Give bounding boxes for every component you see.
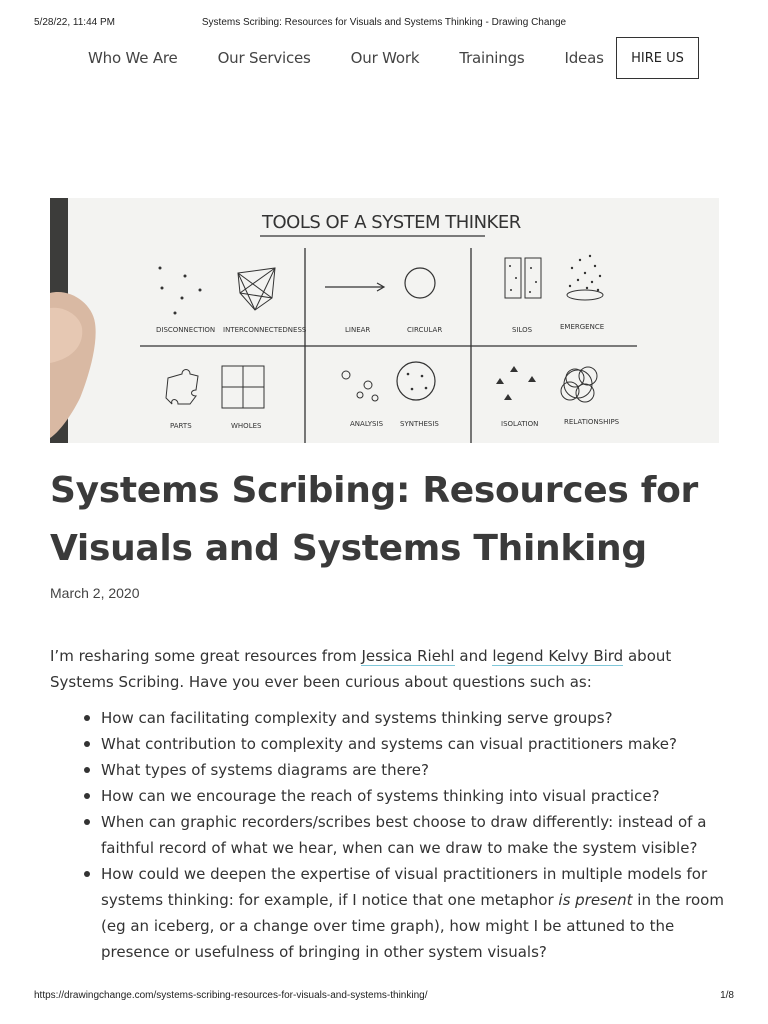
label-silos: SILOS	[512, 326, 533, 334]
post-title-line1: Systems Scribing: Resources for	[50, 470, 698, 511]
list-item: How can we encourage the reach of systems thinking into visual practice?	[50, 783, 730, 809]
label-wholes: WHOLES	[231, 422, 262, 430]
print-page-number: 1/8	[720, 990, 734, 1001]
link-kelvy-bird[interactable]: legend Kelvy Bird	[492, 647, 624, 665]
nav-ideas[interactable]: Ideas	[564, 49, 604, 67]
list-item: What contribution to complexity and systems can visual practitioners make?	[50, 731, 730, 757]
nav-trainings[interactable]: Trainings	[459, 49, 525, 67]
label-isolation: ISOLATION	[501, 420, 539, 428]
nav-who-we-are[interactable]: Who We Are	[88, 49, 178, 67]
label-synthesis: SYNTHESIS	[400, 420, 439, 428]
label-analysis: ANALYSIS	[350, 420, 384, 428]
intro-paragraph	[50, 643, 730, 695]
bullet6-post: in the room (eg an iceberg, or a change over time graph), how might I be attuned to the presence or usefulness of bringing in other system visuals?	[101, 891, 724, 961]
list-item: When can graphic recorders/scribes best choose to draw differently: instead of a faithful record of what we hear, when can we draw to make the system visible?	[50, 809, 730, 861]
hero-image	[50, 198, 719, 443]
label-circular: CIRCULAR	[407, 326, 443, 334]
label-emergence: EMERGENCE	[560, 323, 605, 331]
print-page-title: Systems Scribing: Resources for Visuals and Systems Thinking - Drawing Change	[201, 17, 567, 28]
label-relationships: RELATIONSHIPS	[564, 418, 620, 426]
label-parts: PARTS	[170, 422, 192, 430]
link-jessica-riehl[interactable]: Jessica Riehl	[361, 647, 455, 665]
intro-text-pre: I’m resharing some great resources from	[50, 647, 362, 665]
post-title-line2: Visuals and Systems Thinking	[50, 528, 647, 569]
main-nav	[88, 37, 604, 79]
label-linear: LINEAR	[345, 326, 371, 334]
print-datetime: 5/28/22, 11:44 PM	[34, 17, 115, 28]
intro-text-mid: and	[454, 647, 493, 665]
nav-our-services[interactable]: Our Services	[217, 49, 311, 67]
list-item	[50, 861, 730, 965]
bullet6-pre: How could we deepen the expertise of visual practitioners in multiple models for systems thinking: for example, if I notice that one metaphor	[101, 865, 708, 909]
bullet6-emphasis: is present	[558, 891, 633, 909]
post-title	[50, 462, 730, 578]
label-disconnection: DISCONNECTION	[156, 326, 216, 334]
intro-text-post: about Systems Scribing. Have you ever been curious about questions such as:	[50, 647, 672, 691]
tools-of-system-thinker-sketch	[50, 198, 719, 443]
post-date: March 2, 2020	[50, 585, 140, 601]
list-item: What types of systems diagrams are there?	[50, 757, 730, 783]
print-footer	[34, 990, 734, 1004]
question-list	[50, 705, 730, 965]
hire-us-button[interactable]: HIRE US	[616, 37, 699, 79]
sketch-heading: TOOLS OF A SYSTEM THINKER	[262, 212, 521, 233]
print-url: https://drawingchange.com/systems-scribing-resources-for-visuals-and-systems-thinking/	[34, 990, 428, 1001]
label-interconnectedness: INTERCONNECTEDNESS	[223, 326, 307, 334]
print-header	[34, 17, 734, 31]
nav-our-work[interactable]: Our Work	[350, 49, 420, 67]
list-item: How can facilitating complexity and systems thinking serve groups?	[50, 705, 730, 731]
